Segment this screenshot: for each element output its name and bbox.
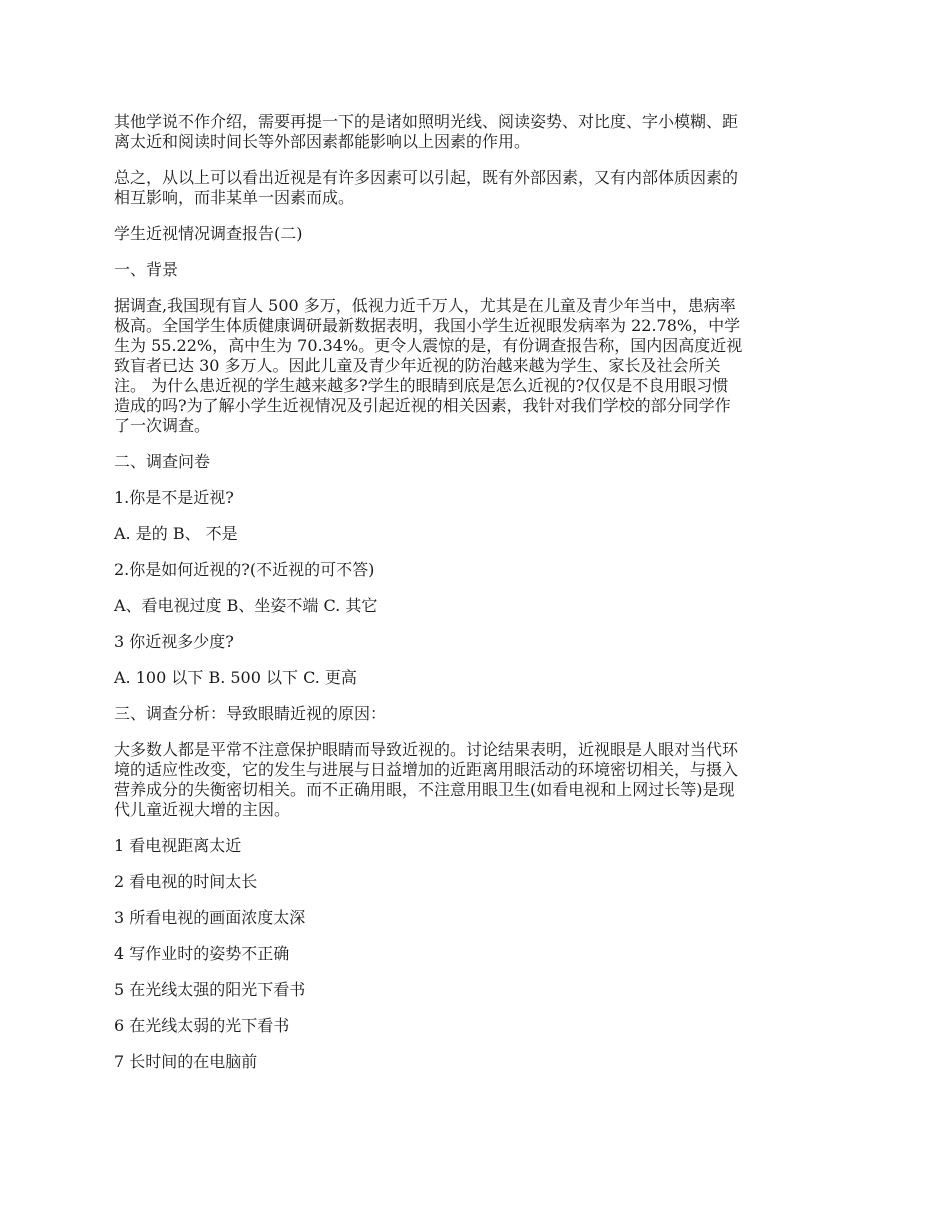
text-line: 1 看电视距离太近	[114, 836, 242, 855]
text-line: 三、调查分析：导致眼睛近视的原因：	[114, 704, 387, 723]
text-line: 二、调查问卷	[114, 452, 211, 471]
question	[114, 560, 844, 580]
section-heading	[114, 260, 844, 280]
list-item	[114, 908, 844, 928]
text-line: 代儿童近视大增的主因。	[114, 800, 291, 819]
paragraph	[114, 112, 844, 152]
answer-options	[114, 668, 844, 688]
text-line: 大多数人都是平常不注意保护眼睛而导致近视的。讨论结果表明，近视眼是人眼对当代环	[114, 740, 739, 759]
list-item	[114, 872, 844, 892]
text-line: 了一次调查。	[114, 416, 211, 435]
text-line: 5 在光线太强的阳光下看书	[114, 980, 306, 999]
text-line: 2 看电视的时间太长	[114, 872, 258, 891]
list-item	[114, 980, 844, 1000]
text-line: 4 写作业时的姿势不正确	[114, 944, 290, 963]
text-line: 生为 55.22%，高中生为 70.34%。更令人震惊的是，有份调查报告称，国内因高度近视	[114, 336, 743, 355]
text-line: 致盲者已达 30 多万人。因此儿童及青少年近视的防治越来越为学生、家长及社会所关	[114, 356, 721, 375]
text-line: 其他学说不作介绍，需要再提一下的是诸如照明光线、阅读姿势、对比度、字小模糊、距	[114, 112, 739, 131]
text-line: 总之，从以上可以看出近视是有许多因素可以引起，既有外部因素，又有内部体质因素的	[114, 168, 739, 187]
text-line: 6 在光线太弱的光下看书	[114, 1016, 290, 1035]
text-line: A. 是的 B、 不是	[114, 524, 238, 543]
question	[114, 488, 844, 508]
list-item	[114, 944, 844, 964]
paragraph	[114, 168, 844, 208]
text-line: 离太近和阅读时间长等外部因素都能影响以上因素的作用。	[114, 132, 531, 151]
text-line: 7 长时间的在电脑前	[114, 1052, 258, 1071]
answer-options	[114, 596, 844, 616]
text-line: 极高。全国学生体质健康调研最新数据表明，我国小学生近视眼发病率为 22.78%，中学	[114, 316, 741, 335]
text-line: 一、背景	[114, 260, 179, 279]
answer-options	[114, 524, 844, 544]
text-line: 相互影响，而非某单一因素而成。	[114, 188, 355, 207]
text-line: 营养成分的失衡密切相关。而不正确用眼，不注意用眼卫生(如看电视和上网过长等)是现	[114, 780, 735, 799]
list-item	[114, 836, 844, 856]
section-heading	[114, 704, 844, 724]
text-line: 3 你近视多少度?	[114, 632, 234, 651]
report-title	[114, 224, 844, 244]
list-item	[114, 1016, 844, 1036]
text-line: 注。 为什么患近视的学生越来越多?学生的眼睛到底是怎么近视的?仅仅是不良用眼习惯	[114, 376, 729, 395]
text-line: 1.你是不是近视?	[114, 488, 234, 507]
text-line: 2.你是如何近视的?(不近视的可不答)	[114, 560, 375, 579]
section-heading	[114, 452, 844, 472]
paragraph	[114, 740, 844, 820]
text-line: 据调查,我国现有盲人 500 多万，低视力近千万人，尤其是在儿童及青少年当中，患病率	[114, 296, 736, 315]
list-item	[114, 1052, 844, 1072]
text-line: A. 100 以下 B. 500 以下 C. 更高	[114, 668, 357, 687]
document-body	[114, 112, 844, 1088]
paragraph	[114, 296, 844, 436]
text-line: 学生近视情况调查报告(二)	[114, 224, 303, 243]
text-line: 境的适应性改变，它的发生与进展与日益增加的近距离用眼活动的环境密切相关，与摄入	[114, 760, 739, 779]
question	[114, 632, 844, 652]
text-line: A、看电视过度 B、坐姿不端 C. 其它	[114, 596, 378, 615]
text-line: 造成的吗?为了解小学生近视情况及引起近视的相关因素，我针对我们学校的部分同学作	[114, 396, 731, 415]
text-line: 3 所看电视的画面浓度太深	[114, 908, 306, 927]
